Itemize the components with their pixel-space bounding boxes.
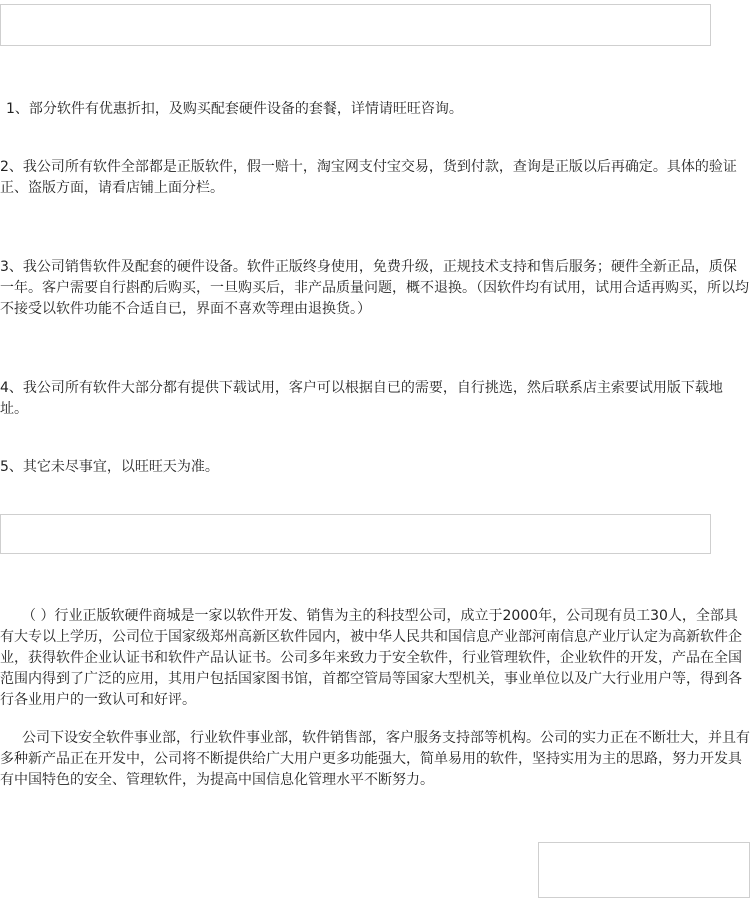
policy-item-1: 1、部分软件有优惠折扣，及购买配套硬件设备的套餐，详情请旺旺咨询。 xyxy=(6,101,463,117)
about-paragraph-2: 公司下设安全软件事业部，行业软件事业部，软件销售部，客户服务支持部等机构。公司的实力正在不断壮大，并且有多种新产品正在开发中，公司将不断提供给广大用户更多功能强大，简单易用的软件，坚持实用为主的思路，努力开发具有中国特色的安全、管理软件，为提高中国信息化管理水平不断努力。 xyxy=(0,730,750,788)
policy-item-4: 4、我公司所有软件大部分都有提供下载试用，客户可以根据自已的需要，自行挑选，然后联系店主索要试用版下载地址。 xyxy=(0,380,723,417)
clipped-top-text xyxy=(40,0,680,2)
policy-item-5: 5、其它未尽事宜，以旺旺天为准。 xyxy=(0,459,219,475)
policy-item-3: 3、我公司销售软件及配套的硬件设备。软件正版终身使用，免费升级，正规技术支持和售后服务；硬件全新正品，质保一年。客户需要自行斟酌后购买，一旦购买后，非产品质量问题，概不退换。（因软件均有试用，试用合适再购买，所以均不接受以软件功能不合适自已，界面不喜欢等理由退换货。） xyxy=(0,259,749,317)
policy-item-2: 2、我公司所有软件全部都是正版软件，假一赔十，淘宝网支付宝交易，货到付款，查询是正版以后再确定。具体的验证正、盗版方面，请看店铺上面分栏。 xyxy=(0,159,737,196)
about-paragraph-1: （ ）行业正版软硬件商城是一家以软件开发、销售为主的科技型公司，成立于2000年，公司现有员工30人，全部具有大专以上学历，公司位于国家级郑州高新区软件园内，被中华人民共和国信息产业部河南信息产业厅认定为高新软件企业，获得软件企业认证书和软件产品认证书。公司多年来致力于安全软件，行业管理软件，企业软件的开发，产品在全国范围内得到了广泛的应用，其用户包括国家图书馆，首都空管局等国家大型机关，事业单位以及广大行业用户等，得到各行各业用户的一致认可和好评。 xyxy=(0,608,742,708)
image-placeholder-bottom xyxy=(538,842,750,898)
image-placeholder-middle xyxy=(0,514,711,554)
image-placeholder-top xyxy=(0,4,711,46)
